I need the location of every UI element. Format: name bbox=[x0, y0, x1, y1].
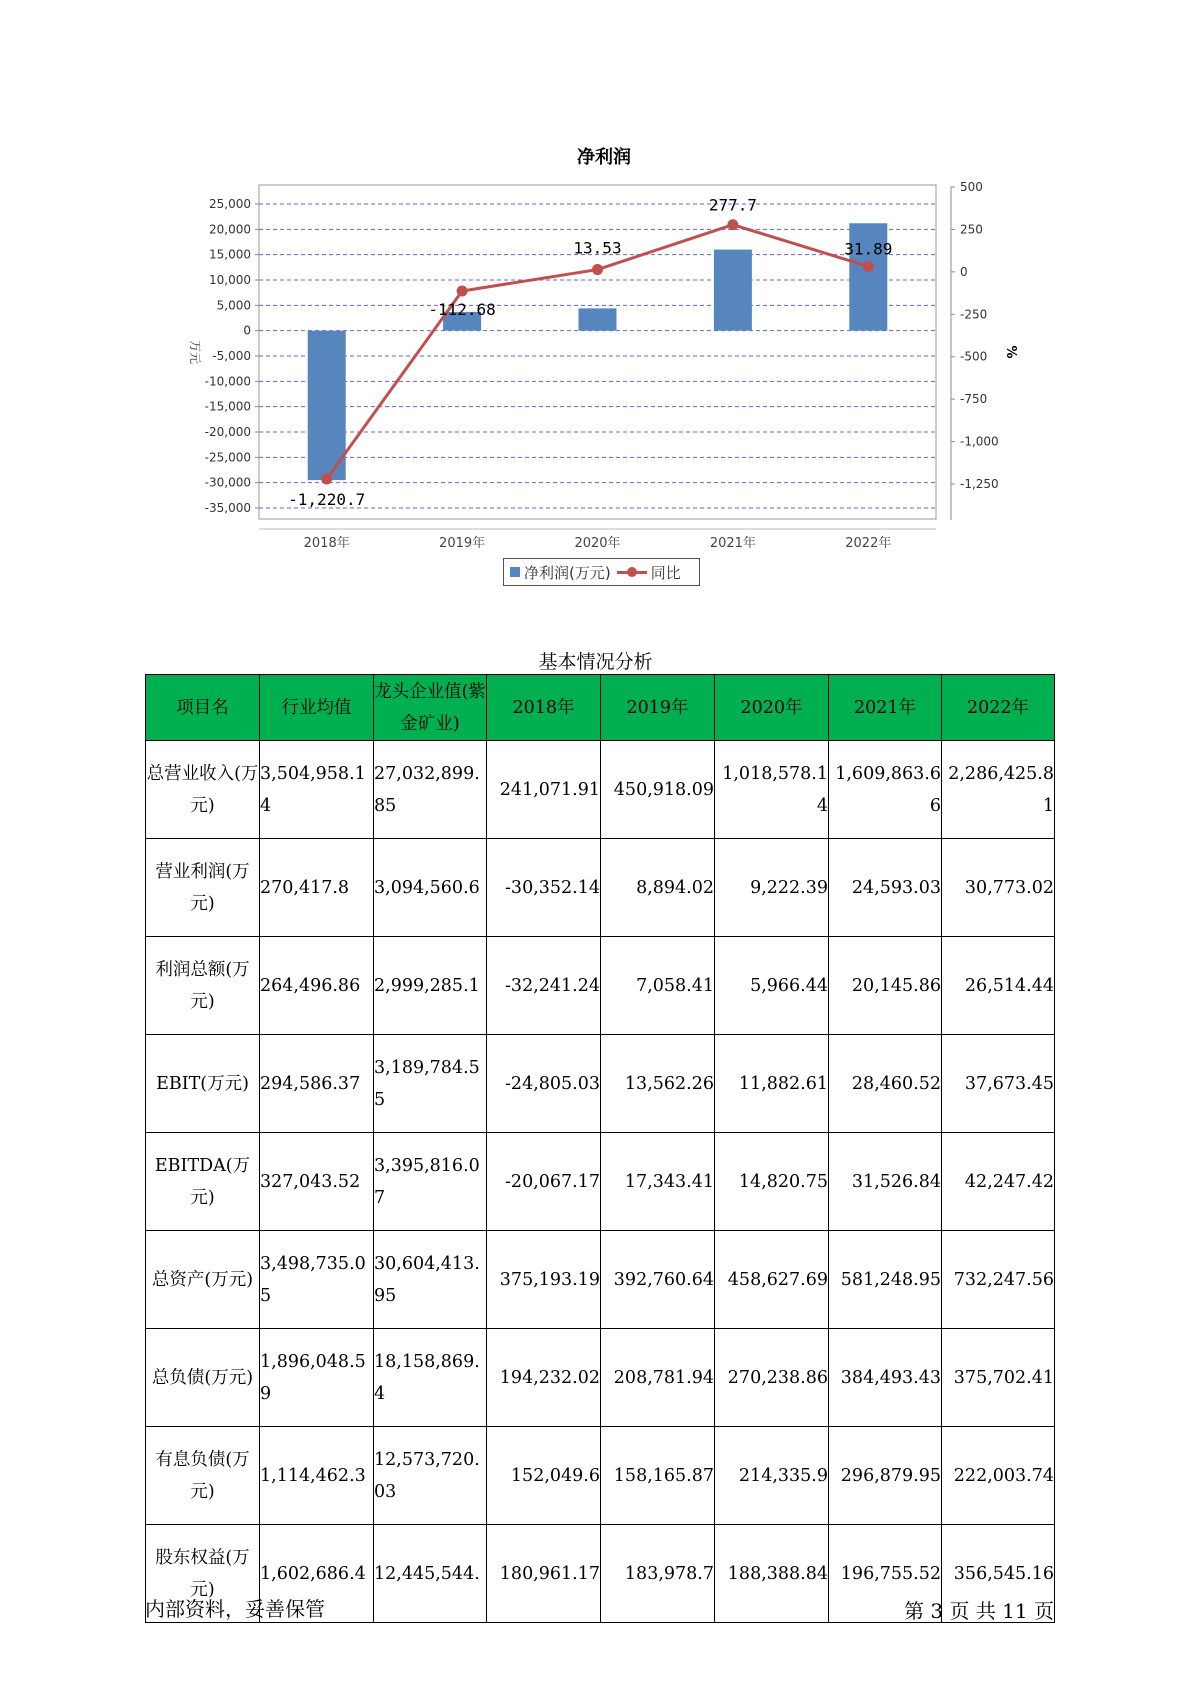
value-cell: 1,018,578.14 bbox=[715, 741, 829, 839]
y2-tick-label: 500 bbox=[960, 180, 983, 194]
legend-item-line bbox=[617, 562, 681, 583]
row-label-cell: 营业利润(万元) bbox=[146, 839, 260, 937]
data-label-yoy: -112.68 bbox=[428, 299, 496, 319]
value-cell: 375,193.19 bbox=[487, 1231, 601, 1329]
value-cell: 12,445,544. bbox=[374, 1525, 487, 1623]
value-cell: 11,882.61 bbox=[715, 1035, 829, 1133]
value-cell: 270,417.8 bbox=[260, 839, 374, 937]
value-cell: 31,526.84 bbox=[829, 1133, 942, 1231]
table-row bbox=[146, 1329, 1055, 1427]
data-label-yoy: -1,220.7 bbox=[288, 490, 366, 510]
point-yoy-growth bbox=[457, 285, 468, 296]
value-cell: 30,604,413.95 bbox=[374, 1231, 487, 1329]
row-label-cell: EBIT(万元) bbox=[146, 1035, 260, 1133]
y2-tick-label: -250 bbox=[960, 307, 988, 322]
point-yoy-growth bbox=[727, 219, 738, 230]
value-cell: 24,593.03 bbox=[829, 839, 942, 937]
point-yoy-growth bbox=[592, 264, 603, 275]
header-cell: 2021年 bbox=[829, 675, 942, 741]
value-cell: 196,755.52 bbox=[829, 1525, 942, 1623]
value-cell: 152,049.6 bbox=[487, 1427, 601, 1525]
value-cell: 3,094,560.6 bbox=[374, 839, 487, 937]
table-row bbox=[146, 937, 1055, 1035]
legend-item-bar bbox=[510, 562, 611, 583]
y2-tick-label: -500 bbox=[960, 349, 988, 364]
bar-net-profit bbox=[308, 331, 346, 480]
value-cell: 264,496.86 bbox=[260, 937, 374, 1035]
value-cell: 208,781.94 bbox=[601, 1329, 715, 1427]
y2-axis-title: % bbox=[1003, 345, 1018, 359]
value-cell: 188,388.84 bbox=[715, 1525, 829, 1623]
value-cell: 180,961.17 bbox=[487, 1525, 601, 1623]
data-label-yoy: 31.89 bbox=[844, 239, 893, 259]
x-tick-label: 2020年 bbox=[574, 536, 621, 551]
y2-tick-label: -1,000 bbox=[960, 434, 999, 449]
row-label-cell: 股东权益(万元) bbox=[146, 1525, 260, 1623]
value-cell: 392,760.64 bbox=[601, 1231, 715, 1329]
y-tick-label: 15,000 bbox=[209, 247, 251, 262]
footer-confidential: 内部资料，妥善保管 bbox=[145, 1597, 325, 1621]
x-tick-label: 2022年 bbox=[845, 536, 892, 551]
y-tick-label: -20,000 bbox=[204, 425, 251, 439]
row-label-cell: 总资产(万元) bbox=[146, 1231, 260, 1329]
value-cell: 270,238.86 bbox=[715, 1329, 829, 1427]
table-row bbox=[146, 1427, 1055, 1525]
value-cell: 9,222.39 bbox=[715, 839, 829, 937]
value-cell: 8,894.02 bbox=[601, 839, 715, 937]
y2-tick-label: -1,250 bbox=[960, 477, 999, 491]
footer-page-number: 第 3 页 共 11 页 bbox=[904, 1599, 1054, 1623]
value-cell: 37,673.45 bbox=[942, 1035, 1055, 1133]
bar-net-profit bbox=[579, 308, 617, 330]
value-cell: 183,978.7 bbox=[601, 1525, 715, 1623]
y-tick-label: 0 bbox=[243, 323, 251, 338]
table-caption: 基本情况分析 bbox=[538, 651, 653, 673]
value-cell: -32,241.24 bbox=[487, 937, 601, 1035]
value-cell: 3,498,735.05 bbox=[260, 1231, 374, 1329]
x-tick-label: 2018年 bbox=[303, 536, 350, 551]
value-cell: 1,114,462.3 bbox=[260, 1427, 374, 1525]
value-cell: 296,879.95 bbox=[829, 1427, 942, 1525]
row-label-cell: 利润总额(万元) bbox=[146, 937, 260, 1035]
value-cell: 3,504,958.14 bbox=[260, 741, 374, 839]
line-yoy-growth bbox=[327, 225, 869, 479]
y-tick-label: -35,000 bbox=[204, 501, 251, 515]
data-label-yoy: 277.7 bbox=[708, 195, 757, 215]
value-cell: 2,999,285.1 bbox=[374, 937, 487, 1035]
y2-tick-label: -750 bbox=[960, 392, 988, 407]
value-cell: 450,918.09 bbox=[601, 741, 715, 839]
header-cell: 行业均值 bbox=[260, 675, 374, 741]
row-label-cell: 总负债(万元) bbox=[146, 1329, 260, 1427]
y-tick-label: 5,000 bbox=[216, 298, 251, 313]
header-cell: 龙头企业值(紫金矿业) bbox=[374, 675, 487, 741]
legend-bar-swatch bbox=[510, 567, 520, 577]
value-cell: -24,805.03 bbox=[487, 1035, 601, 1133]
header-cell: 2019年 bbox=[601, 675, 715, 741]
value-cell: 2,286,425.81 bbox=[942, 741, 1055, 839]
legend-line-label: 同比 bbox=[650, 563, 681, 582]
value-cell: 1,609,863.66 bbox=[829, 741, 942, 839]
value-cell: 581,248.95 bbox=[829, 1231, 942, 1329]
table-row bbox=[146, 839, 1055, 937]
table-row bbox=[146, 1133, 1055, 1231]
value-cell: 356,545.16 bbox=[942, 1525, 1055, 1623]
value-cell: 18,158,869.4 bbox=[374, 1329, 487, 1427]
bar-net-profit bbox=[714, 250, 752, 331]
value-cell: 27,032,899.85 bbox=[374, 741, 487, 839]
value-cell: 222,003.74 bbox=[942, 1427, 1055, 1525]
value-cell: 1,602,686.4 bbox=[260, 1525, 374, 1623]
value-cell: 375,702.41 bbox=[942, 1329, 1055, 1427]
value-cell: 30,773.02 bbox=[942, 839, 1055, 937]
value-cell: 7,058.41 bbox=[601, 937, 715, 1035]
value-cell: 3,395,816.07 bbox=[374, 1133, 487, 1231]
value-cell: 194,232.02 bbox=[487, 1329, 601, 1427]
y-axis-title: 万元 bbox=[188, 339, 202, 365]
chart-legend bbox=[503, 558, 700, 586]
row-label-cell: 有息负债(万元) bbox=[146, 1427, 260, 1525]
y-tick-label: 25,000 bbox=[209, 197, 251, 211]
value-cell: 42,247.42 bbox=[942, 1133, 1055, 1231]
value-cell: 26,514.44 bbox=[942, 937, 1055, 1035]
table-row bbox=[146, 741, 1055, 839]
table-row bbox=[146, 1035, 1055, 1133]
y-tick-label: -10,000 bbox=[204, 374, 251, 389]
value-cell: 28,460.52 bbox=[829, 1035, 942, 1133]
y-tick-label: -30,000 bbox=[204, 475, 251, 490]
point-yoy-growth bbox=[863, 261, 874, 272]
value-cell: 12,573,720.03 bbox=[374, 1427, 487, 1525]
header-cell: 2022年 bbox=[942, 675, 1055, 741]
y-tick-label: -15,000 bbox=[204, 399, 251, 414]
basic-analysis-table bbox=[145, 674, 1055, 1623]
value-cell: 1,896,048.59 bbox=[260, 1329, 374, 1427]
value-cell: 327,043.52 bbox=[260, 1133, 374, 1231]
legend-bar-label: 净利润(万元) bbox=[524, 563, 611, 582]
value-cell: -30,352.14 bbox=[487, 839, 601, 937]
y-tick-label: -25,000 bbox=[204, 450, 251, 465]
y-tick-label: 20,000 bbox=[209, 222, 251, 237]
table-body bbox=[146, 741, 1055, 1623]
value-cell: 214,335.9 bbox=[715, 1427, 829, 1525]
row-label-cell: 总营业收入(万元) bbox=[146, 741, 260, 839]
point-yoy-growth bbox=[321, 474, 332, 485]
x-tick-label: 2019年 bbox=[439, 536, 486, 551]
value-cell: 14,820.75 bbox=[715, 1133, 829, 1231]
header-cell: 项目名 bbox=[146, 675, 260, 741]
value-cell: 732,247.56 bbox=[942, 1231, 1055, 1329]
value-cell: 294,586.37 bbox=[260, 1035, 374, 1133]
data-label-yoy: 13.53 bbox=[573, 238, 622, 258]
plot-area bbox=[259, 185, 936, 519]
header-cell: 2018年 bbox=[487, 675, 601, 741]
value-cell: 458,627.69 bbox=[715, 1231, 829, 1329]
value-cell: 20,145.86 bbox=[829, 937, 942, 1035]
value-cell: 158,165.87 bbox=[601, 1427, 715, 1525]
value-cell: -20,067.17 bbox=[487, 1133, 601, 1231]
chart-title: 净利润 bbox=[577, 147, 631, 168]
y-tick-label: -5,000 bbox=[212, 349, 251, 363]
value-cell: 13,562.26 bbox=[601, 1035, 715, 1133]
value-cell: 3,189,784.55 bbox=[374, 1035, 487, 1133]
table-row bbox=[146, 1231, 1055, 1329]
header-cell: 2020年 bbox=[715, 675, 829, 741]
value-cell: 5,966.44 bbox=[715, 937, 829, 1035]
value-cell: 384,493.43 bbox=[829, 1329, 942, 1427]
value-cell: 17,343.41 bbox=[601, 1133, 715, 1231]
value-cell: 241,071.91 bbox=[487, 741, 601, 839]
table-header-row bbox=[146, 675, 1055, 741]
y2-tick-label: 250 bbox=[960, 222, 983, 237]
y-tick-label: 10,000 bbox=[209, 273, 251, 287]
legend-line-swatch bbox=[617, 567, 647, 577]
y2-tick-label: 0 bbox=[960, 264, 968, 279]
net-profit-chart bbox=[0, 0, 1191, 600]
x-tick-label: 2021年 bbox=[709, 536, 756, 551]
row-label-cell: EBITDA(万元) bbox=[146, 1133, 260, 1231]
